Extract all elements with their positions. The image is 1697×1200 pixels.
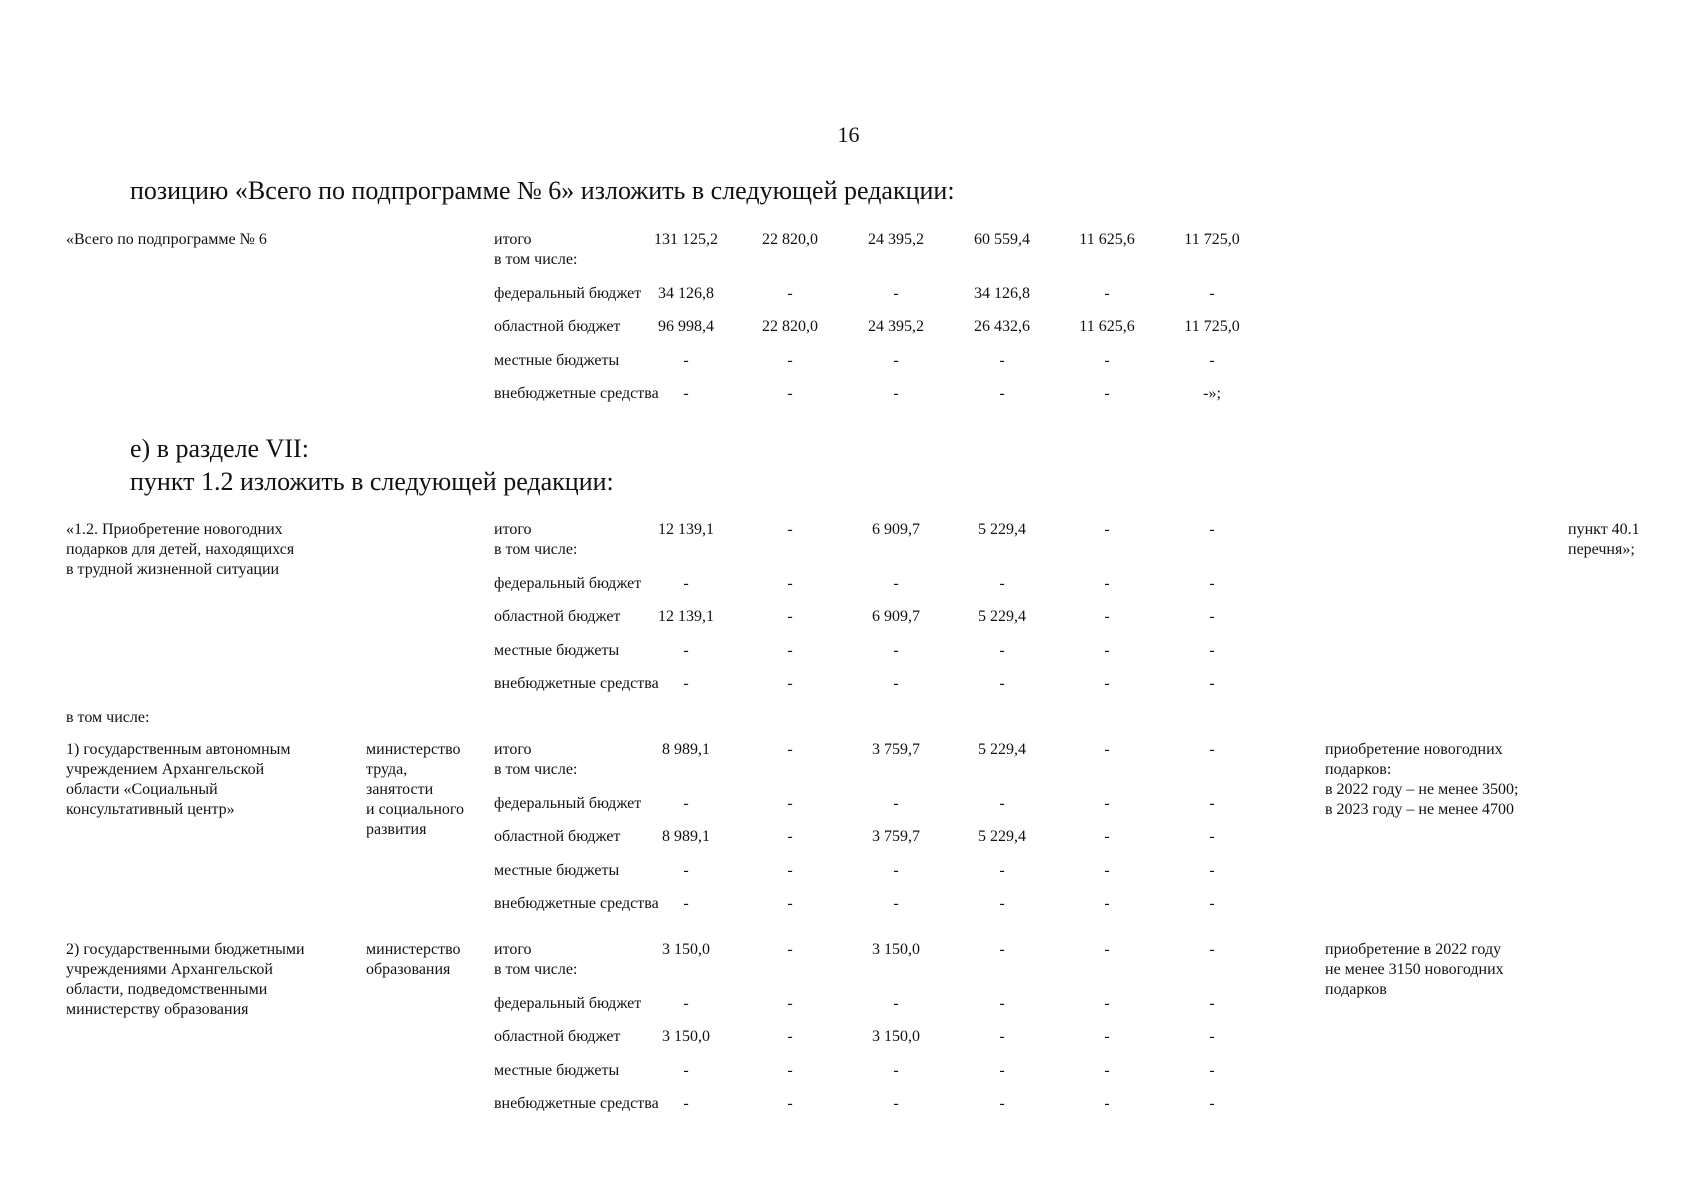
funding-source-label: внебюджетные средства	[494, 385, 659, 402]
funding-source-label: в том числе:	[494, 961, 578, 978]
reference-note: перечня»;	[1568, 541, 1635, 558]
value-cell: -	[1209, 895, 1215, 912]
value-cell: -	[683, 352, 689, 369]
funding-source-label: областной бюджет	[494, 318, 621, 335]
funding-source-label: в том числе:	[494, 541, 578, 558]
page-number: 16	[837, 122, 860, 147]
value-cell: -	[999, 795, 1005, 812]
value-cell: -	[1209, 995, 1215, 1012]
result-text: подарков:	[1325, 761, 1392, 778]
value-cell: -	[893, 675, 899, 692]
result-text: подарков	[1325, 981, 1387, 998]
value-cell: -	[893, 895, 899, 912]
value-cell: -	[1104, 642, 1110, 659]
value-cell: -	[787, 995, 793, 1012]
value-cell: -	[787, 352, 793, 369]
value-cell: -	[999, 895, 1005, 912]
executor-text: труда,	[366, 761, 408, 778]
value-cell: 3 150,0	[872, 1028, 920, 1045]
value-cell: -	[787, 828, 793, 845]
funding-source-label: федеральный бюджет	[494, 575, 642, 592]
value-cell: 24 395,2	[868, 318, 924, 335]
result-text: в 2023 году – не менее 4700	[1325, 801, 1515, 818]
value-cell: -	[1209, 1095, 1215, 1112]
value-cell: -	[787, 575, 793, 592]
value-cell: -	[893, 795, 899, 812]
section-label: «1.2. Приобретение новогодних	[66, 521, 283, 538]
value-cell: -	[893, 1062, 899, 1079]
value-cell: -	[1104, 1095, 1110, 1112]
value-cell: -	[893, 352, 899, 369]
value-cell: -	[1104, 941, 1110, 958]
value-cell: 11 725,0	[1184, 231, 1240, 248]
value-cell: -	[1209, 795, 1215, 812]
section-label: учреждениями Архангельской	[66, 961, 273, 978]
value-cell: 8 989,1	[662, 741, 710, 758]
value-cell: -	[1209, 828, 1215, 845]
value-cell: -	[683, 995, 689, 1012]
value-cell: 5 229,4	[978, 521, 1026, 538]
funding-source-label: итого	[494, 521, 532, 538]
value-cell: -	[787, 285, 793, 302]
result-text: приобретение новогодних	[1325, 741, 1503, 758]
funding-source-label: областной бюджет	[494, 828, 621, 845]
value-cell: -	[1209, 1062, 1215, 1079]
value-cell: -	[1104, 285, 1110, 302]
value-cell: -	[999, 1095, 1005, 1112]
value-cell: -	[1209, 352, 1215, 369]
value-cell: 12 139,1	[658, 608, 714, 625]
funding-source-label: местные бюджеты	[494, 1062, 620, 1079]
value-cell: 3 759,7	[872, 741, 920, 758]
value-cell: -	[893, 285, 899, 302]
reference-note: пункт 40.1	[1568, 521, 1640, 538]
heading-section-vii: е) в разделе VII:	[130, 434, 309, 463]
value-cell: -	[1209, 675, 1215, 692]
value-cell: 26 432,6	[974, 318, 1030, 335]
section-label: «Всего по подпрограмме № 6	[66, 231, 267, 248]
value-cell: -	[1104, 575, 1110, 592]
value-cell: -	[999, 385, 1005, 402]
value-cell: -	[999, 941, 1005, 958]
funding-source-label: итого	[494, 941, 532, 958]
value-cell: -	[787, 1028, 793, 1045]
value-cell: -	[1104, 995, 1110, 1012]
value-cell: -	[1209, 521, 1215, 538]
value-cell: 11 725,0	[1184, 318, 1240, 335]
result-text: не менее 3150 новогодних	[1325, 961, 1504, 978]
value-cell: 3 759,7	[872, 828, 920, 845]
executor-text: министерство	[366, 941, 461, 958]
value-cell: -	[999, 575, 1005, 592]
funding-source-label: внебюджетные средства	[494, 895, 659, 912]
value-cell: -	[787, 608, 793, 625]
section-label: области «Социальный	[66, 781, 218, 798]
value-cell: -	[787, 1062, 793, 1079]
value-cell: -	[999, 352, 1005, 369]
value-cell: -	[1104, 385, 1110, 402]
section-label: 2) государственными бюджетными	[66, 941, 305, 958]
value-cell: -	[1209, 642, 1215, 659]
section-label: учреждением Архангельской	[66, 761, 265, 778]
value-cell: -	[893, 1095, 899, 1112]
value-cell: -	[1104, 521, 1110, 538]
value-cell: -	[1104, 608, 1110, 625]
section-label: министерству образования	[66, 1001, 249, 1018]
value-cell: -	[683, 675, 689, 692]
value-cell: 6 909,7	[872, 521, 920, 538]
value-cell: -	[1209, 741, 1215, 758]
section-label: подарков для детей, находящихся	[66, 541, 295, 558]
executor-text: развития	[366, 821, 427, 838]
value-cell: -	[893, 575, 899, 592]
value-cell: -	[787, 795, 793, 812]
value-cell: -	[683, 642, 689, 659]
section-label: 1) государственным автономным	[66, 741, 291, 758]
value-cell: -	[893, 385, 899, 402]
value-cell: -	[1209, 285, 1215, 302]
value-cell: 5 229,4	[978, 608, 1026, 625]
value-cell: -	[999, 675, 1005, 692]
executor-text: занятости	[366, 781, 434, 798]
funding-source-label: местные бюджеты	[494, 862, 620, 879]
value-cell: 12 139,1	[658, 521, 714, 538]
funding-source-label: федеральный бюджет	[494, 995, 642, 1012]
funding-source-label: в том числе:	[494, 761, 578, 778]
funding-source-label: местные бюджеты	[494, 352, 620, 369]
value-cell: -	[683, 1062, 689, 1079]
value-cell: -	[1209, 1028, 1215, 1045]
value-cell: -	[1104, 1062, 1110, 1079]
value-cell: -	[787, 675, 793, 692]
funding-source-label: областной бюджет	[494, 608, 621, 625]
executor-text: и социального	[366, 801, 465, 818]
value-cell: 96 998,4	[658, 318, 714, 335]
value-cell: -	[1104, 1028, 1110, 1045]
funding-source-label: федеральный бюджет	[494, 285, 642, 302]
funding-source-label: итого	[494, 741, 532, 758]
funding-source-label: итого	[494, 231, 532, 248]
value-cell: -	[1209, 608, 1215, 625]
funding-source-label: внебюджетные средства	[494, 1095, 659, 1112]
value-cell: -	[1209, 941, 1215, 958]
funding-source-label: в том числе:	[494, 251, 578, 268]
heading-position: позицию «Всего по подпрограмме № 6» изложить в следующей редакции:	[130, 176, 955, 205]
section-label: в трудной жизненной ситуации	[66, 561, 280, 578]
value-cell: 5 229,4	[978, 828, 1026, 845]
value-cell: -	[1104, 741, 1110, 758]
value-cell: 22 820,0	[762, 231, 818, 248]
funding-source-label: местные бюджеты	[494, 642, 620, 659]
value-cell: -	[999, 862, 1005, 879]
value-cell: -	[683, 575, 689, 592]
funding-source-label: областной бюджет	[494, 1028, 621, 1045]
value-cell: -	[683, 895, 689, 912]
value-cell: -	[1209, 862, 1215, 879]
value-cell: -	[787, 741, 793, 758]
value-cell: -	[1104, 895, 1110, 912]
value-cell: -	[1104, 352, 1110, 369]
value-cell: -	[893, 995, 899, 1012]
section-label: области, подведомственными	[66, 981, 268, 998]
including-label: в том числе:	[66, 709, 150, 726]
value-cell: -	[683, 385, 689, 402]
value-cell: -	[1209, 575, 1215, 592]
value-cell: -	[1104, 795, 1110, 812]
executor-text: министерство	[366, 741, 461, 758]
result-text: в 2022 году – не менее 3500;	[1325, 781, 1519, 798]
value-cell: 5 229,4	[978, 741, 1026, 758]
section-label: консультативный центр»	[66, 801, 235, 818]
value-cell: -	[999, 642, 1005, 659]
value-cell: -	[787, 941, 793, 958]
executor-text: образования	[366, 961, 451, 978]
value-cell: 34 126,8	[658, 285, 714, 302]
value-cell: -	[1104, 675, 1110, 692]
value-cell: 34 126,8	[974, 285, 1030, 302]
value-cell: -	[999, 1028, 1005, 1045]
value-cell: -»;	[1203, 385, 1221, 402]
value-cell: -	[787, 521, 793, 538]
value-cell: -	[1104, 862, 1110, 879]
value-cell: -	[683, 862, 689, 879]
value-cell: 24 395,2	[868, 231, 924, 248]
funding-source-label: федеральный бюджет	[494, 795, 642, 812]
value-cell: -	[683, 795, 689, 812]
funding-source-label: внебюджетные средства	[494, 675, 659, 692]
value-cell: -	[893, 862, 899, 879]
value-cell: 6 909,7	[872, 608, 920, 625]
value-cell: 3 150,0	[662, 1028, 710, 1045]
value-cell: -	[999, 995, 1005, 1012]
value-cell: 3 150,0	[662, 941, 710, 958]
heading-item-1-2: пункт 1.2 изложить в следующей редакции:	[130, 467, 614, 496]
value-cell: 60 559,4	[974, 231, 1030, 248]
value-cell: -	[787, 642, 793, 659]
value-cell: -	[1104, 828, 1110, 845]
value-cell: 11 625,6	[1079, 318, 1135, 335]
value-cell: -	[787, 862, 793, 879]
value-cell: -	[893, 642, 899, 659]
value-cell: 3 150,0	[872, 941, 920, 958]
value-cell: -	[787, 895, 793, 912]
value-cell: 131 125,2	[654, 231, 718, 248]
value-cell: -	[787, 1095, 793, 1112]
value-cell: 11 625,6	[1079, 231, 1135, 248]
value-cell: 22 820,0	[762, 318, 818, 335]
value-cell: 8 989,1	[662, 828, 710, 845]
result-text: приобретение в 2022 году	[1325, 941, 1502, 958]
value-cell: -	[999, 1062, 1005, 1079]
value-cell: -	[683, 1095, 689, 1112]
value-cell: -	[787, 385, 793, 402]
